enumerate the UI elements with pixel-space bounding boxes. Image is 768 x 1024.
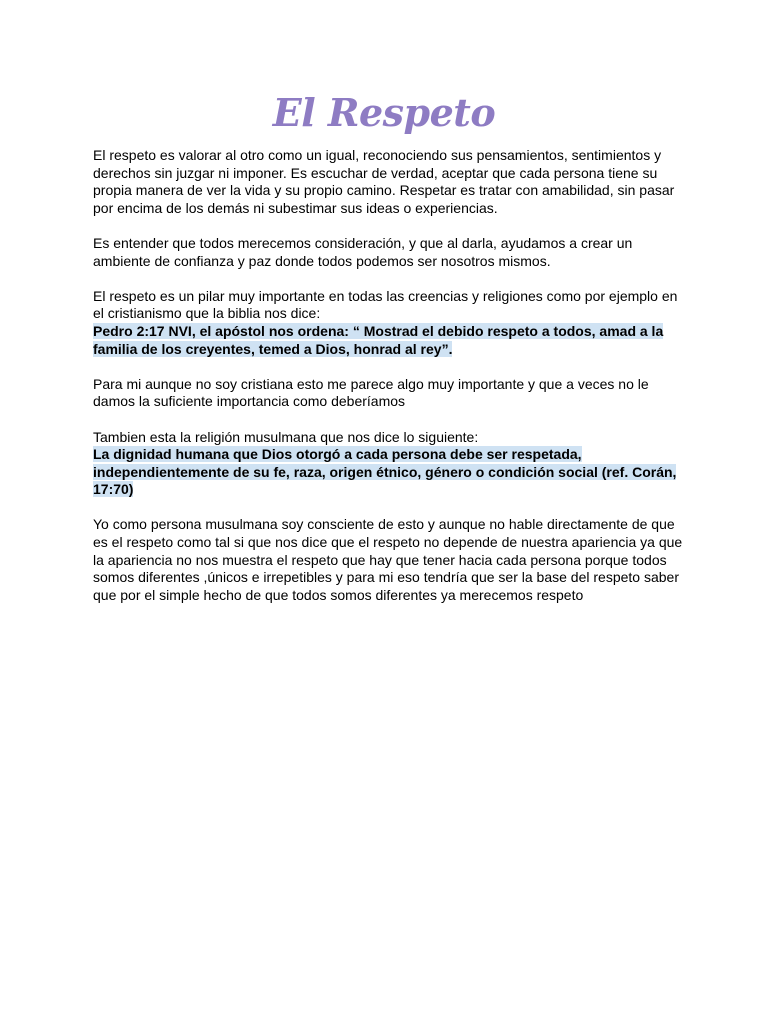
paragraph-definition: El respeto es valorar al otro como un igual, reconociendo sus pensamientos, sentimientos y derechos sin juzgar ni imponer. Es escuchar de verdad, aceptar que cada persona tiene su propia manera de ver la vida y su propio camino. Respetar es tratar con amabilidad, sin pasar por encima de los demás ni subestimar sus ideas o experiencias. xyxy=(93,147,675,216)
paragraph-islam xyxy=(93,429,683,499)
islam-intro: Tambien esta la religión musulmana que nos dice lo siguiente: xyxy=(93,428,479,445)
paragraph-conclusion: Yo como persona musulmana soy consciente de esto y aunque no hable directamente de que es el respeto como tal si que nos dice que el respeto no depende de nuestra apariencia ya que la apariencia no nos muestra el respeto que hay que tener hacia cada persona porque todos somos diferentes ,únicos e irrepetibles y para mi eso tendría que ser la base del respeto saber que por el simple hecho de que todos somos diferentes ya merecemos respeto xyxy=(93,516,683,603)
bible-quote-highlight: Pedro 2:17 NVI, el apóstol nos ordena: “ Mostrad el debido respeto a todos, amad a la familia de los creyentes, temed a Dios, honrad al rey”. xyxy=(93,322,664,357)
document-body xyxy=(93,147,683,604)
document-title: El Respeto xyxy=(272,90,496,135)
paragraph-personal-opinion: Para mi aunque no soy cristiana esto me parece algo muy importante y que a veces no le damos la suficiente importancia como deberíamos xyxy=(93,375,649,410)
paragraph-christianity xyxy=(93,288,683,358)
christianity-intro: El respeto es un pilar muy importante en todas las creencias y religiones como por ejemplo en el cristianismo que la biblia nos dice: xyxy=(93,287,678,322)
quran-quote-highlight: La dignidad humana que Dios otorgó a cada persona debe ser respetada, independientemente de su fe, raza, origen étnico, género o condición social (ref. Corán, 17:70) xyxy=(93,446,677,498)
paragraph-consideration: Es entender que todos merecemos consideración, y que al darla, ayudamos a crear un ambiente de confianza y paz donde todos podemos ser nosotros mismos. xyxy=(93,234,633,269)
